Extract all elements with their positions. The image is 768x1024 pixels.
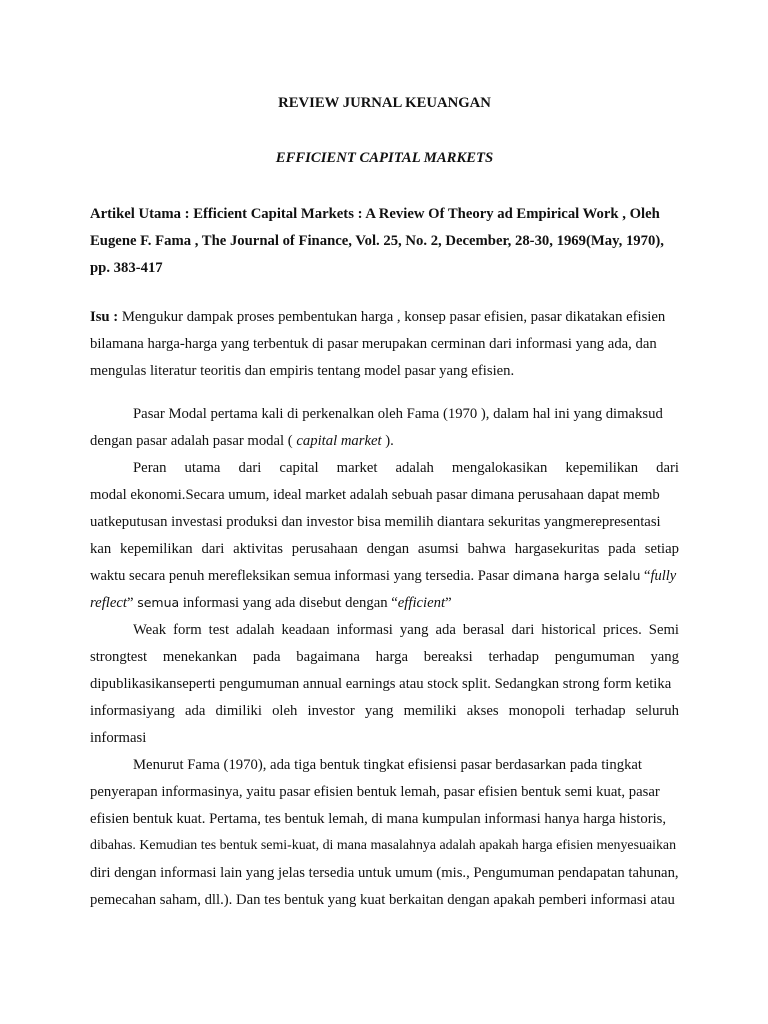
p2-line-3: uatkeputusan investasi produksi dan investor bisa memilih diantara sekuritas yangmerepresentasi xyxy=(90,514,661,530)
p2-close-quote: ” xyxy=(126,595,138,611)
p2-line-4: kan kepemilikan dari aktivitas perusahaan dengan asumsi bahwa hargasekuritas pada setiap xyxy=(90,541,679,557)
p2-text-a: waktu secara penuh merefleksikan semua informasi yang tersedia. Pasar xyxy=(90,568,513,584)
document-title: REVIEW JURNAL KEUANGAN xyxy=(278,95,491,111)
isu-text-1: Mengukur dampak proses pembentukan harga , konsep pasar efisien, pasar dikatakan efisien xyxy=(121,309,666,325)
isu-label: Isu : xyxy=(90,309,119,325)
p3-line-3: dipublikasikanseperti pengumuman annual earnings atau stock split. Sedangkan strong form ketika xyxy=(90,676,672,692)
p2-italic-efficient: efficient xyxy=(397,595,446,611)
p2-end-quote: ” xyxy=(445,595,452,611)
p2-line-6 xyxy=(90,594,679,612)
p2-open-quote: “ xyxy=(640,568,651,584)
p2-line-1: Peran utama dari capital market adalah mengalokasikan kepemilikan dari xyxy=(133,460,679,476)
p4-line-4: dibahas. Kemudian tes bentuk semi-kuat, di mana masalahnya adalah apakah harga efisien menyesuaikan xyxy=(90,838,677,853)
p3-line-1: Weak form test adalah keadaan informasi yang ada berasal dari historical prices. Semi xyxy=(133,622,679,638)
p1-line-1: Pasar Modal pertama kali di perkenalkan oleh Fama (1970 ), dalam hal ini yang dimaksud xyxy=(133,406,663,422)
p1-italic-term: capital market xyxy=(296,433,382,449)
p2-line-2: modal ekonomi.Secara umum, ideal market adalah sebuah pasar dimana perusahaan dapat memb xyxy=(90,487,660,503)
p2-italic-reflect: reflect xyxy=(90,595,127,611)
p2-sans-semua: semua xyxy=(137,595,180,610)
p1-line-2 xyxy=(90,432,679,450)
isu-line-2: bilamana harga-harga yang terbentuk di pasar merupakan cerminan dari informasi yang ada, dan xyxy=(90,336,657,352)
document-subtitle: EFFICIENT CAPITAL MARKETS xyxy=(275,150,494,166)
p3-line-4: informasiyang ada dimiliki oleh investor yang memiliki akses monopoli terhadap seluruh xyxy=(90,703,679,719)
article-line-1: Artikel Utama : Efficient Capital Markets : A Review Of Theory ad Empirical Work , Oleh xyxy=(90,206,660,222)
isu-line-1 xyxy=(90,308,679,326)
p4-line-3: efisien bentuk kuat. Pertama, tes bentuk lemah, di mana kumpulan informasi hanya harga historis, xyxy=(90,811,667,827)
p3-line-5: informasi xyxy=(90,730,147,746)
p3-line-2: strongtest menekankan pada bagaimana harga bereaksi terhadap pengumuman yang xyxy=(90,649,679,665)
p2-line-5 xyxy=(90,567,679,585)
p1-text-c: ). xyxy=(381,433,394,449)
p1-text-a: dengan pasar adalah pasar modal ( xyxy=(90,433,297,449)
p4-line-2: penyerapan informasinya, yaitu pasar efisien bentuk lemah, pasar efisien bentuk semi kuat, pasar xyxy=(90,784,660,800)
article-line-2: Eugene F. Fama , The Journal of Finance, Vol. 25, No. 2, December, 28-30, 1969(May, 1970), xyxy=(90,233,664,249)
article-line-3: pp. 383-417 xyxy=(90,260,163,276)
p2-text-d: informasi yang ada disebut dengan “ xyxy=(179,595,398,611)
p4-line-6: pemecahan saham, dll.). Dan tes bentuk yang kuat berkaitan dengan apakah pemberi informasi atau xyxy=(90,892,675,908)
p4-line-1: Menurut Fama (1970), ada tiga bentuk tingkat efisiensi pasar berdasarkan pada tingkat xyxy=(133,757,643,773)
p2-sans-text: dimana harga selalu xyxy=(512,568,641,583)
isu-line-3: mengulas literatur teoritis dan empiris tentang model pasar yang efisien. xyxy=(90,363,515,379)
p2-italic-fully: fully xyxy=(650,568,677,584)
p4-line-5: diri dengan informasi lain yang jelas tersedia untuk umum (mis., Pengumuman pendapatan tahunan, xyxy=(90,865,679,881)
